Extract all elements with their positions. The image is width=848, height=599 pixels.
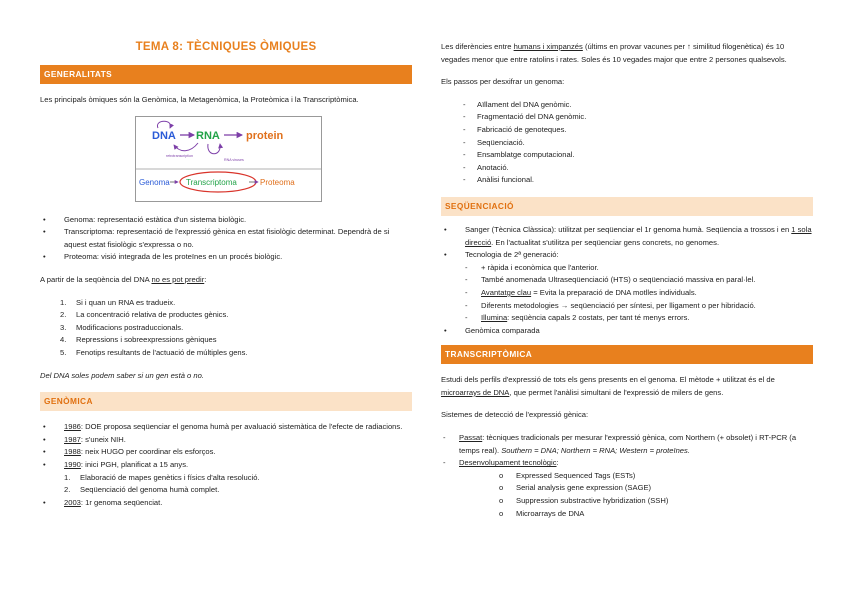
timeline-item	[40, 446, 412, 459]
genoma-label: Genoma	[139, 177, 170, 187]
list-item: • Tecnologia de 2ª generació:	[441, 249, 813, 262]
section-header-generalitats: GENERALITATS	[40, 65, 412, 84]
list-item: - Fabricació de genoteques.	[441, 124, 813, 137]
intro-colon: :	[204, 274, 207, 284]
list-item: • Genòmica comparada	[441, 325, 813, 338]
year: 1987	[64, 434, 81, 444]
sanger-text: . En l'actualitat s'utilitza per seqüenciar gens concrets, no genomes.	[491, 237, 720, 247]
non-predictable-list	[40, 297, 412, 360]
list-item	[40, 309, 412, 322]
list-item	[441, 287, 813, 300]
genomics-timeline-end	[40, 497, 412, 510]
passos-title: Els passos per desxifrar un genoma:	[441, 77, 565, 87]
item-text: Repressions i sobreexpressions gèniques	[76, 335, 217, 345]
list-item	[441, 262, 813, 275]
comparada-list	[441, 325, 813, 338]
item-text: Seqüenciació del genoma humà complet.	[80, 485, 220, 495]
genome-steps-list	[441, 99, 813, 187]
item-text: Modificacions postraduccionals.	[76, 322, 184, 332]
list-item: o Suppression substractive hybridization (SSH)	[441, 495, 813, 508]
item-number: 2.	[64, 485, 71, 495]
underlined-text: Avantatge clau	[481, 287, 532, 297]
list-item: • Genoma: representació estàtica d'un sistema biològic.	[40, 214, 412, 227]
list-item	[40, 297, 412, 310]
dna-label: DNA	[152, 129, 176, 142]
rna-replication-loop	[208, 144, 220, 154]
item-text: Diferents metodologies → seqüenciació per síntesi, per lligament o per hibridació.	[481, 300, 756, 310]
item-number: 2.	[60, 310, 67, 320]
technologies-list	[441, 470, 813, 520]
item-number: 5.	[60, 347, 67, 357]
intro-text: A partir de la seqüència del DNA	[40, 274, 152, 284]
omics-definitions	[40, 214, 412, 264]
rna-label: RNA	[196, 129, 220, 142]
list-item	[40, 322, 412, 335]
list-item: o Microarrays de DNA	[441, 508, 813, 521]
proteoma-label: Proteoma	[260, 177, 295, 187]
central-dogma-figure	[136, 117, 321, 201]
item-number: 3.	[60, 322, 67, 332]
list-item: - Anàlisi funcional.	[441, 174, 813, 187]
year: 1990	[64, 459, 81, 469]
list-item: o Serial analysis gene expression (SAGE)	[441, 482, 813, 495]
item-colon: :	[556, 458, 559, 468]
list-item	[40, 347, 412, 360]
timeline-item	[40, 459, 412, 472]
list-item	[441, 432, 813, 457]
section-header-genomica: GENÒMICA	[40, 392, 412, 411]
underlined-text: Desenvolupament tecnològic	[459, 458, 557, 468]
timeline-item	[40, 434, 412, 447]
genomics-timeline	[40, 421, 412, 471]
list-item: - Seqüenciació.	[441, 137, 813, 150]
paragraph-text: (últims en provar vacunes per ↑ similitud filogenètica) és 10 vegades menor que entre ratolins i rates. Soles és 10 vegades major que entre 2 persones qualsevols.	[441, 42, 787, 64]
underlined-text: microarrays de DNA	[441, 387, 510, 397]
sequencing-list	[441, 224, 813, 262]
list-item: • Proteoma: visió integrada de les proteïnes en un procés biològic.	[40, 251, 412, 264]
event-text: : inici PGH, planificat a 15 anys.	[80, 459, 189, 469]
list-item	[441, 312, 813, 325]
underlined-text: humans i ximpanzés	[513, 42, 583, 51]
retrotranscription-label: retrotranscription	[166, 153, 193, 158]
item-text: La concentració relativa de productes gènics.	[76, 310, 229, 320]
paragraph-text: , que permet l'anàlisi simultani de l'expressió de milers de gens.	[509, 387, 724, 397]
list-item: o Expressed Sequenced Tags (ESTs)	[441, 470, 813, 483]
underlined-text: Illumina	[481, 313, 508, 323]
section-header-transcriptomica: TRANSCRIPTÒMICA	[441, 345, 813, 364]
detection-systems-list	[441, 432, 813, 470]
generalitats-intro: Les principals òmiques són la Genòmica, la Metagenòmica, la Proteòmica i la Transcriptòmica.	[40, 95, 359, 104]
item-text: + ràpida i econòmica que l'anterior.	[481, 262, 599, 272]
year: 2003	[64, 497, 81, 507]
event-text: : s'uneix NIH.	[80, 434, 126, 444]
list-item: - Aïllament del DNA genòmic.	[441, 99, 813, 112]
italic-text: Southern = DNA; Northern = RNA; Western = proteïnes.	[501, 445, 690, 455]
underlined-text: no es pot predir	[151, 274, 205, 284]
list-item: - Fragmentació del DNA genòmic.	[441, 111, 813, 124]
underlined-text: 1 sola direcció	[465, 224, 812, 247]
item-text: També anomenada Ultraseqüenciació (HTS) o seqüenciació massiva en paral·lel.	[481, 275, 756, 285]
retrotranscription-arrow	[174, 143, 198, 151]
detection-systems-title: Sistemes de detecció de l'expressió gènica:	[441, 410, 589, 420]
list-item: - Anotació.	[441, 162, 813, 175]
event-text: : DOE proposa seqüenciar el genoma humà per avaluació sistemàtica de l'efecte de radiacions.	[80, 422, 403, 432]
list-item: - Ensamblatge computacional.	[441, 149, 813, 162]
item-text: = Evita la preparació de DNA motlles individuals.	[531, 287, 697, 297]
item-text: : tècniques tradicionals per mesurar l'expressió gènica, com Northern (+ obsolet) i RT-PCR (a temps real).	[459, 433, 797, 455]
protein-label: protein	[246, 129, 284, 142]
right-column	[441, 41, 813, 520]
item-number: 1.	[64, 472, 71, 482]
section-header-sequenciacio: SEQÜENCIACIÓ	[441, 197, 813, 216]
left-column	[40, 0, 412, 509]
year: 1986	[64, 422, 81, 432]
transcriptoma-label: Transcriptoma	[186, 177, 237, 187]
list-item	[441, 274, 813, 287]
list-item	[441, 300, 813, 313]
item-text: Si i quan un RNA es tradueix.	[76, 297, 176, 307]
rna-viruses-label: RNA viruses	[224, 157, 244, 162]
list-item: • Transcriptoma: representació de l'expressió gènica en estat fisiològic determinat. Dependrà de si aquest estat fisiològic s'expressa o no.	[40, 226, 412, 251]
item-number: 1.	[60, 297, 67, 307]
list-item	[40, 472, 412, 485]
list-item	[40, 484, 412, 497]
list-item	[441, 224, 813, 249]
underlined-text: Passat	[459, 433, 483, 443]
event-text: : 1r genoma seqüenciat.	[80, 497, 163, 507]
item-text: : seqüència capals 2 costats, per tant té menys errors.	[507, 313, 690, 323]
pgh-goals	[40, 472, 412, 497]
item-text: Elaboració de mapes genètics i físics d'alta resolució.	[80, 472, 260, 482]
page-title: TEMA 8: TÈCNIQUES ÒMIQUES	[135, 41, 317, 53]
sequence-prediction-intro	[40, 274, 412, 287]
dna-note: Del DNA soles podem saber si un gen està o no.	[40, 370, 204, 380]
timeline-item	[40, 497, 412, 510]
second-gen-details	[441, 262, 813, 325]
timeline-item	[40, 421, 412, 434]
human-chimp-paragraph	[441, 41, 813, 66]
omics-diagram	[135, 116, 322, 202]
sanger-text: Sanger (Tècnica Clàssica): utilitzat per seqüenciar el 1r genoma humà. Seqüencia a trossos i en	[465, 224, 792, 234]
item-number: 4.	[60, 335, 67, 345]
transcriptomics-paragraph	[441, 374, 813, 399]
replication-loop	[157, 121, 170, 128]
item-text: Fenotips resultants de l'actuació de múltiples gens.	[76, 347, 248, 357]
list-item	[441, 457, 813, 470]
event-text: : neix HUGO per coordinar els esforços.	[80, 447, 216, 457]
list-item	[40, 334, 412, 347]
paragraph-text: Les diferències entre	[441, 42, 514, 51]
year: 1988	[64, 447, 81, 457]
paragraph-text: Estudi dels perfils d'expressió de tots els gens presents en el genoma. El mètode + utilitzat és el de	[441, 375, 775, 385]
